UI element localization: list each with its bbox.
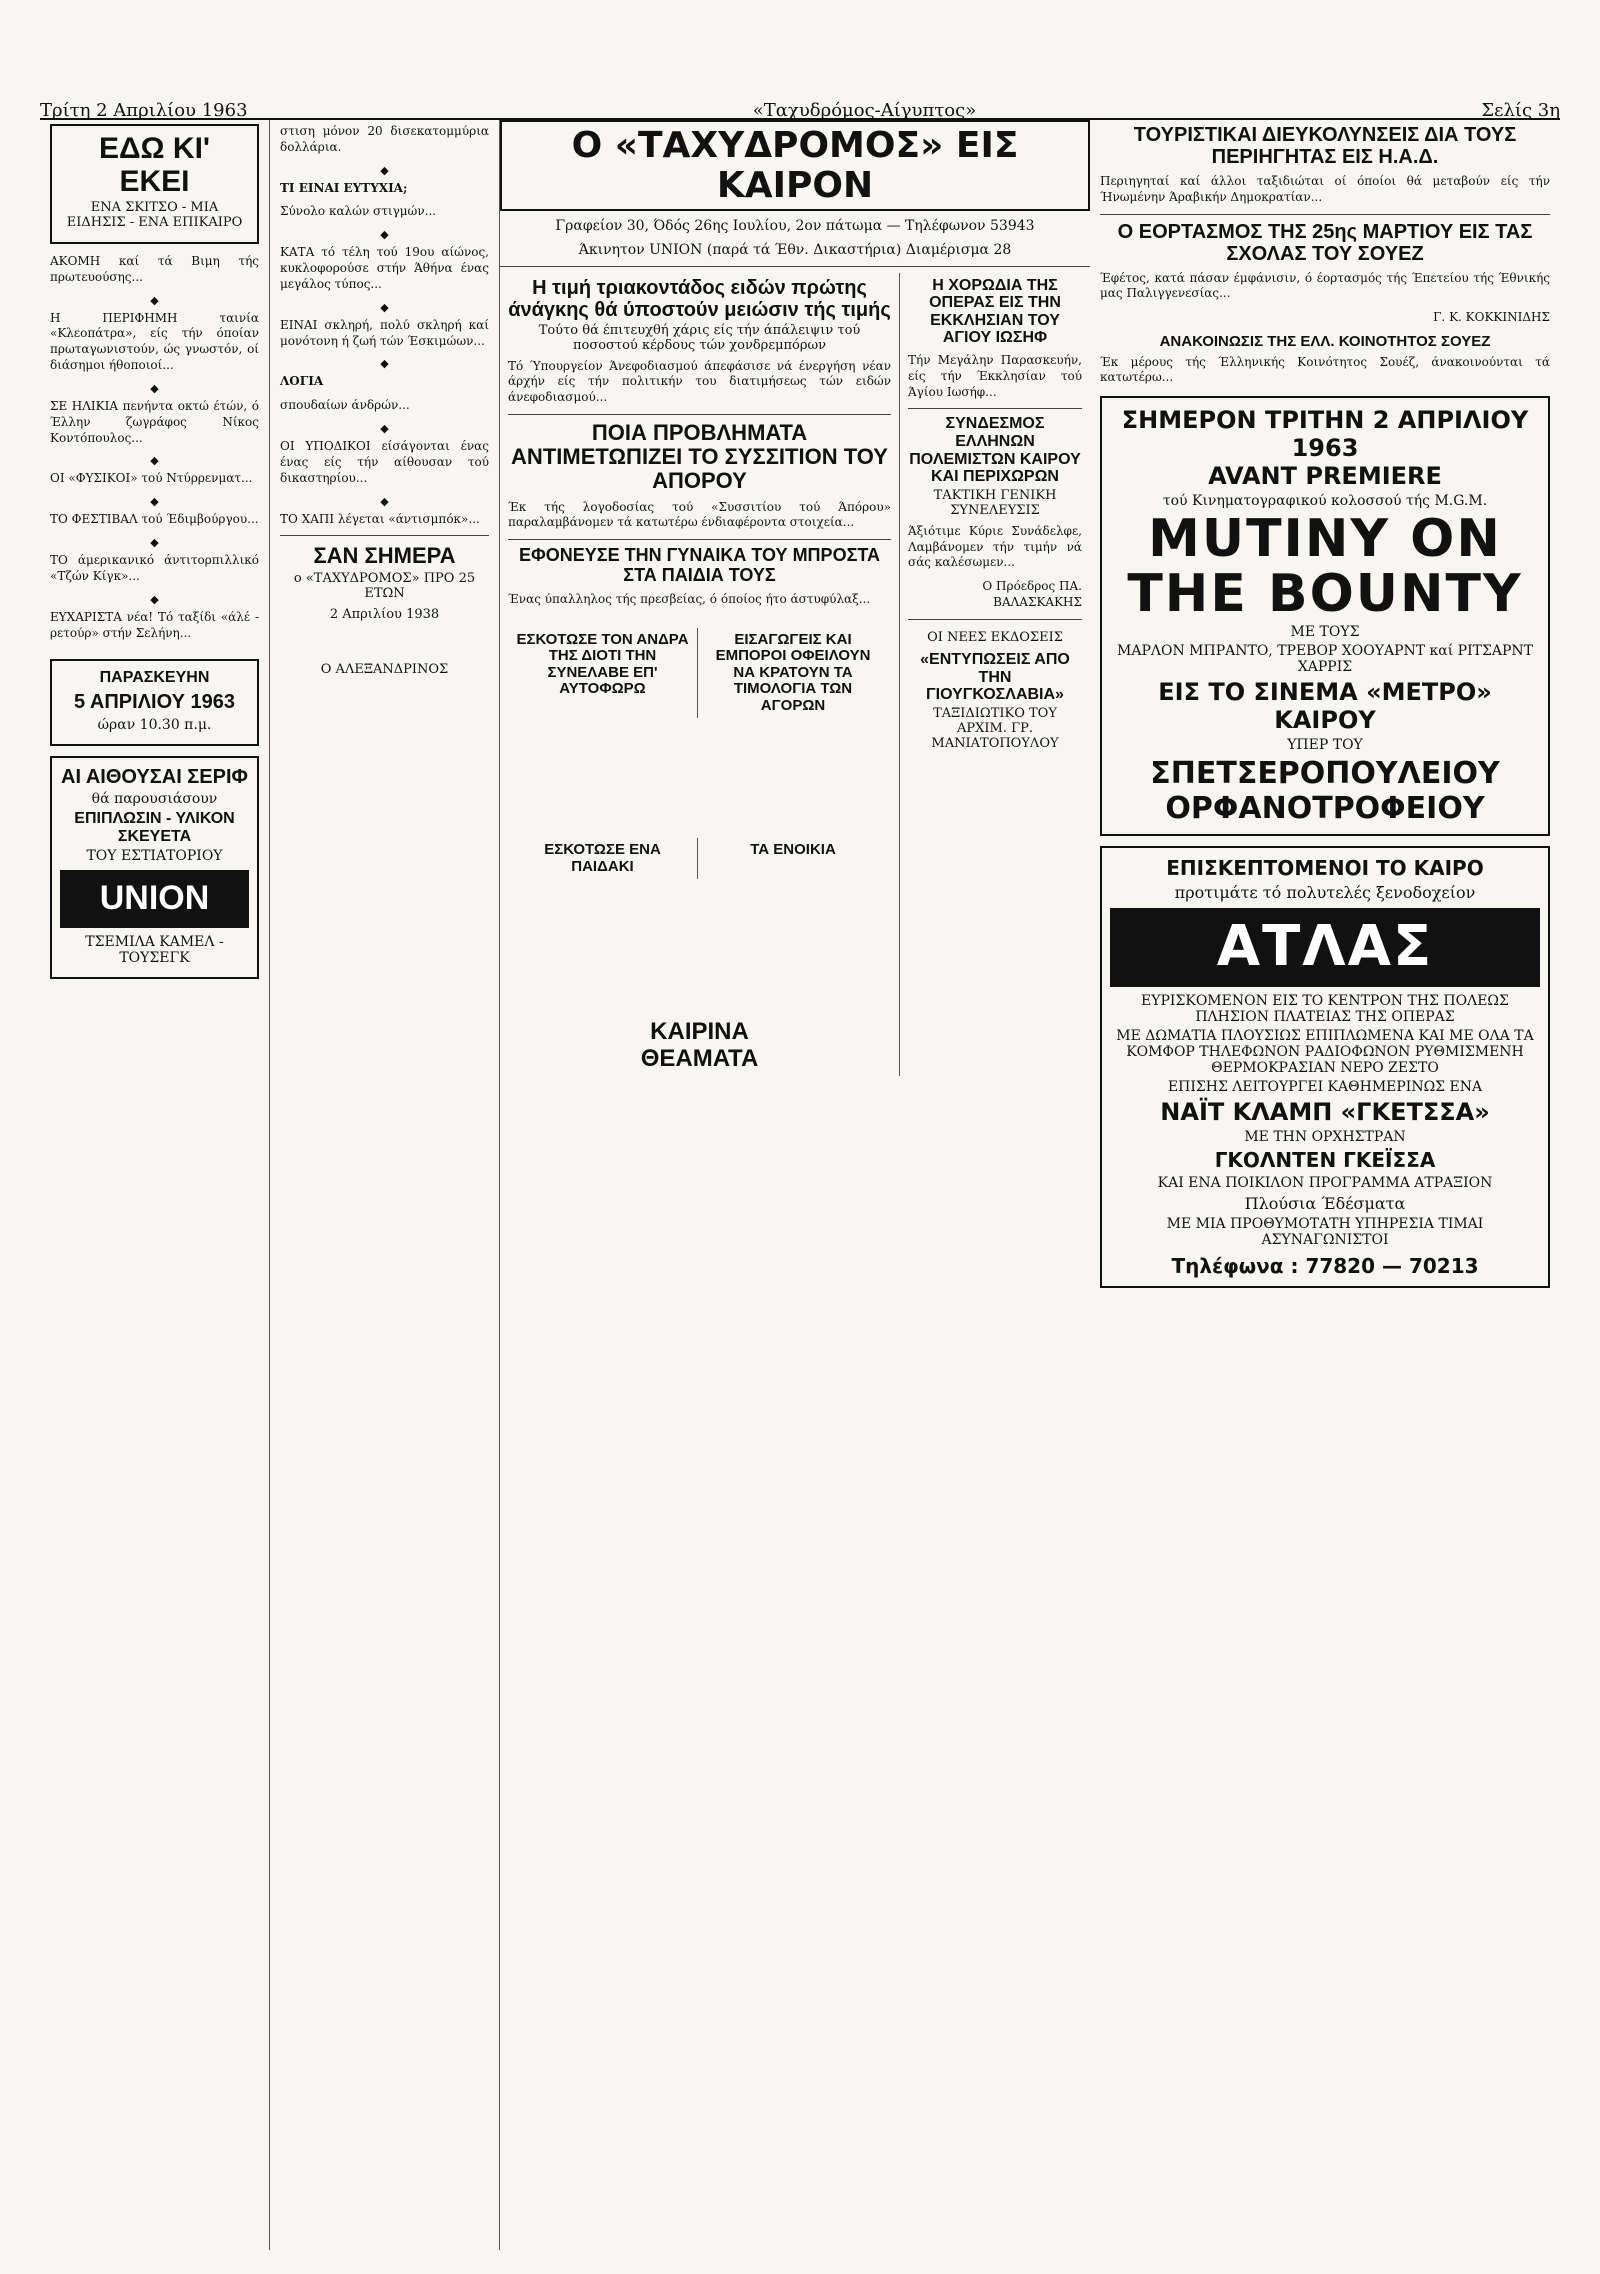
page-number: Σελίς 3η <box>1481 100 1560 121</box>
new-editions-author: ΤΑΞΙΔΙΩΤΙΚΟ ΤΟΥ ΑΡΧΙΜ. ΓΡ. ΜΑΝΙΑΤΟΠΟΥΛΟΥ <box>931 705 1059 751</box>
main-title: Ο «ΤΑΧΥΔΡΟΜΟΣ» ΕΙΣ ΚΑΙΡΟΝ <box>571 125 1019 206</box>
atlas-head-2: προτιμάτε τό πολυτελές ξενοδοχείον <box>1174 883 1476 903</box>
atlas-line-6: Πλούσια Έδέσματα <box>1244 1194 1406 1214</box>
ad-atlas <box>1100 846 1550 1288</box>
main-head-box <box>500 120 1090 211</box>
anniv-subtitle: ο «ΤΑΧΥΔΡΟΜΟΣ» ΠΡΟ 25 ΕΤΩΝ <box>293 570 476 601</box>
suez-text: Έφέτος, κατά πάσαν έμφάνισιν, ό έορτασμός τής Έπετείου τής Έθνικής μας Παλιγγενεσίας... <box>1100 270 1550 301</box>
main-bottom-row <box>508 838 891 879</box>
rents-headline: ΤΑ ΕΝΟΙΚΙΑ <box>750 841 836 859</box>
separator-icon: ◆ <box>150 495 159 509</box>
divider <box>500 266 1090 267</box>
ad-serif-line-3: ΣΚΕΥΕΤΑ <box>117 827 192 845</box>
right-main-column <box>900 273 1090 1076</box>
price-article <box>500 273 900 1076</box>
divider <box>280 535 489 536</box>
veterans-headline: ΣΥΝΔΕΣΜΟΣ ΕΛΛΗΝΩΝ ΠΟΛΕΜΙΣΤΩΝ ΚΑΙΡΟΥ ΚΑΙ ΠΕΡΙΧΩΡΩΝ <box>909 415 1081 486</box>
atlas-line-4: ΜΕ ΤΗΝ ΟΡΧΗΣΤΡΑΝ <box>1244 1129 1406 1146</box>
ad-auction-day: ΠΑΡΑΣΚΕΥΗΝ <box>99 669 210 687</box>
separator-icon: ◆ <box>380 300 389 314</box>
syssition-headline: ΠΟΙΑ ΠΡΟΒΛΗΜΑΤΑ ΑΝΤΙΜΕΤΩΠΙΖΕΙ ΤΟ ΣΥΣΣΙΤΙΟΝ ΤΟΥ ΑΠΟΡΟΥ <box>511 420 888 494</box>
ad-serif-title: ΑΙ ΑΙΘΟΥΣΑΙ ΣΕΡΙΦ <box>61 766 248 789</box>
theatres-heading <box>508 1019 891 1072</box>
edo-ki-ekei-box <box>50 124 259 244</box>
ad-serif-line-1: θά παρουσιάσουν <box>91 791 218 808</box>
tourism-text: Περιηγηταί καί άλλοι ταξιδιώται οί όποίοι θά μεταβούν είς τήν Ήνωμένην Άραβικήν Δημοκρατίαν... <box>1100 174 1550 204</box>
atlas-name: ΑΤΛΑΣ <box>1216 914 1434 980</box>
price-headline: Η τιμή τριακοντάδος ειδών πρώτης άνάγκης θά ύποστούν μειώσιν τής τιμής <box>508 276 891 321</box>
ad-serif-union-block <box>60 870 249 927</box>
ad-mutiny <box>1100 396 1550 836</box>
main-address-1: Γραφείον 30, Όδός 26ης Ιουλίου, 2ον πάτωμα — Τηλέφωνον 53943 <box>555 218 1035 235</box>
rents-article <box>698 838 888 879</box>
article-festival: ΤΟ ΦΕΣΤΙΒΑΛ τού Έδιμβούργου... <box>50 512 259 527</box>
separator-icon: ◆ <box>150 293 159 307</box>
separator-icon: ◆ <box>380 357 389 371</box>
ad-serif-footer: ΤΣΕΜΙΛΑ ΚΑΜΕΛ - ΤΟΥΣΕΓΚ <box>85 933 224 966</box>
atlas-line-7: ΜΕ ΜΙΑ ΠΡΟΘΥΜΟΤΑΤΗ ΥΠΗΡΕΣΙΑ ΤΙΜΑΙ ΑΣΥΝΑΓΩΝΙΣΤΟΙ <box>1166 1216 1484 1249</box>
mutiny-for: ΥΠΕΡ ΤΟΥ <box>1287 737 1363 754</box>
column-5 <box>1090 120 1560 2250</box>
article-fysikoi: ΟΙ «ΦΥΣΙΚΟΙ» τού Ντύρρενματ... <box>50 471 253 486</box>
separator-icon: ◆ <box>150 381 159 395</box>
anniv-title: ΣΑΝ ΣΗΜΕΡΑ <box>313 543 456 569</box>
atlas-line-1: ΕΥΡΙΣΚΟΜΕΝΟΝ ΕΙΣ ΤΟ ΚΕΝΤΡΟΝ ΤΗΣ ΠΟΛΕΩΣ ΠΛΗΣΙΟΝ ΠΛΑΤΕΙΑΣ ΤΗΣ ΟΠΕΡΑΣ <box>1141 993 1509 1026</box>
anniv-date: 2 Απριλίου 1938 <box>329 606 440 622</box>
article-destroyer: ΤΟ άμερικανικό άντιτορπιλλικό «Τζών Κίγκ»... <box>50 553 259 583</box>
ad-auction-date-text: 5 ΑΠΡΙΛΙΟΥ 1963 <box>73 691 235 714</box>
mutiny-line: τού Κινηματογραφικού κολοσσού τής M.G.M. <box>1162 493 1488 510</box>
community-text: Έκ μέρους τής Έλληνικής Κοινότητος Σουέζ, άνακοινούνται τά κατωτέρω... <box>1100 354 1550 385</box>
veterans-subhead: ΤΑΚΤΙΚΗ ΓΕΝΙΚΗ ΣΥΝΕΛΕΥΣΙΣ <box>933 487 1057 518</box>
main-lower-row <box>508 628 891 719</box>
atlas-line-5: ΚΑΙ ΕΝΑ ΠΟΙΚΙΛΟΝ ΠΡΟΓΡΑΜΜΑ ΑΤΡΑΞΙΟΝ <box>1157 1175 1493 1192</box>
community-headline: ΑΝΑΚΟΙΝΩΣΙΣ ΤΗΣ ΕΛΛ. ΚΟΙΝΟΤΗΤΟΣ ΣΟΥΕΖ <box>1159 333 1491 351</box>
veterans-text: Άξιότιμε Κύριε Συνάδελφε, Λαμβάνομεν τήν τιμήν νά σάς καλέσωμεν... <box>908 523 1082 570</box>
new-editions-label: ΟΙ ΝΕΕΣ ΕΚΔΟΣΕΙΣ <box>927 629 1063 645</box>
husband-headline: ΕΣΚΟΤΩΣΕ ΤΟΝ ΑΝΔΡΑ ΤΗΣ ΔΙΟΤΙ ΤΗΝ ΣΥΝΕΛΑΒΕ ΕΠ' ΑΥΤΟΦΩΡΩ <box>516 630 689 698</box>
article-kleopatra: Η ΠΕΡΙΦΗΜΗ ταινία «Κλεοπάτρα», είς τήν όποίαν πρωταγωνιστούν, ώς γνωστόν, οί διάσημοι ήθοποιοί... <box>50 310 259 373</box>
importers-headline: ΕΙΣΑΓΩΓΕΙΣ ΚΑΙ ΕΜΠΟΡΟΙ ΟΦΕΙΛΟΥΝ ΝΑ ΚΡΑΤΟΥΝ ΤΑ ΤΙΜΟΛΟΓΙΑ ΤΩΝ ΑΓΟΡΩΝ <box>715 630 871 714</box>
separator-icon: ◆ <box>150 536 159 550</box>
logia-heading: ΛΟΓΙΑ <box>280 374 324 389</box>
mutiny-cinema: ΕΙΣ ΤΟ ΣΙΝΕΜΑ «ΜΕΤΡΟ» <box>1158 678 1492 707</box>
separator-icon: ◆ <box>380 422 389 436</box>
article-xapi: ΤΟ ΧΑΠΙ λέγεται «άντισμπόκ»... <box>280 511 480 526</box>
divider <box>908 619 1082 620</box>
murder-text: Ένας ύπαλληλος τής πρεσβείας, ό όποίος ήτο άστυφύλαξ... <box>508 591 871 606</box>
main-address-2: Άκινητον UNION (παρά τά Έθν. Δικαστήρια) Διαμέρισμα 28 <box>578 242 1012 259</box>
mutiny-cast: ΜΑΡΛΟΝ ΜΠΡΑΝΤΟ, ΤΡΕΒΟΡ ΧΟΟΥΑΡΝΤ καί ΡΙΤΣΑΡΝΤ ΧΑΡΡΙΣ <box>1117 643 1533 676</box>
main-upper-row <box>500 273 1090 1076</box>
ad-serif-line-4: ΤΟΥ ΕΣΤΙΑΤΟΡΙΟΥ <box>86 848 223 865</box>
article-akomi: ΑΚΟΜΗ καί τά Βιμη τής πρωτευούσης... <box>50 254 259 284</box>
atlas-line-3: ΕΠΙΣΗΣ ΛΕΙΤΟΥΡΓΕΙ ΚΑΘΗΜΕΡΙΝΩΣ ΕΝΑ <box>1167 1079 1483 1096</box>
article-eskimo: ΕΙΝΑΙ σκληρή, πολύ σκληρή καί μονότονη ή ζωή τών Έσκιμώων... <box>280 317 489 348</box>
column-2 <box>270 120 500 2250</box>
atlas-phone: Τηλέφωνα : 77820 — 70213 <box>1171 1254 1479 1279</box>
article-logia: σπουδαίων άνδρών... <box>280 398 410 413</box>
article-moon: ΕΥΧΑΡΙΣΤΑ νέα! Τό ταξίδι «άλέ - ρετούρ» στήν Σελήνη... <box>50 609 259 640</box>
price-subhead: Τούτο θά έπιτευχθή χάρις είς τήν άπάλειψιν τού ποσοστού κέρδους τών χονδρεμπόρων <box>538 322 861 353</box>
mutiny-with: ΜΕ ΤΟΥΣ <box>1290 624 1360 641</box>
importers-article <box>698 628 888 719</box>
anniv-signature: Ο ΑΛΕΞΑΝΔΡΙΝΟΣ <box>320 661 449 677</box>
ad-serif-union: UNION <box>99 879 210 918</box>
separator-icon: ◆ <box>380 228 389 242</box>
ad-serif-line-2: ΕΠΙΠΛΩΣΙΝ - ΥΛΙΚΟΝ <box>74 810 235 828</box>
edo-ki-ekei-subtitle: ΕΝΑ ΣΚΙΤΣΟ - ΜΙΑ ΕΙΔΗΣΙΣ - ΕΝΑ ΕΠΙΚΑΙΡΟ <box>66 200 243 230</box>
child-headline: ΕΣΚΟΤΩΣΕ ΕΝΑ ΠΑΙΔΑΚΙ <box>544 841 661 875</box>
separator-icon: ◆ <box>380 494 389 508</box>
divider <box>508 414 891 415</box>
tourism-headline: ΤΟΥΡΙΣΤΙΚΑΙ ΔΙΕΥΚΟΛΥΝΣΕΙΣ ΔΙΑ ΤΟΥΣ ΠΕΡΙΗΓΗΤΑΣ ΕΙΣ Η.Α.Δ. <box>1133 124 1517 168</box>
article-athens: ΚΑΤΑ τό τέλη τού 19ου αίώνος, κυκλοφορούσε στήν Άθήνα ένας μεγάλος τύπος... <box>280 245 489 291</box>
divider <box>1100 214 1550 215</box>
article-dollars: στιση μόνον 20 δισεκατομμύρια δολλάρια. <box>280 124 489 154</box>
main-section <box>500 120 1090 2250</box>
murder-headline: ΕΦΟΝΕΥΣΕ ΤΗΝ ΓΥΝΑΙΚΑ ΤΟΥ ΜΠΡΟΣΤΑ ΣΤΑ ΠΑΙΔΙΑ ΤΟΥΣ <box>518 545 881 586</box>
mutiny-charity-2: ΟΡΦΑΝΟΤΡΟΦΕΙΟΥ <box>1165 791 1485 827</box>
paper-name: «Ταχυδρόμος-Αίγυπτος» <box>752 100 977 121</box>
ad-serif-auction <box>50 756 259 979</box>
column-1 <box>40 120 270 2250</box>
article-ypodikoi: ΟΙ ΥΠΟΔΙΚΟΙ είσάγονται ένας ένας είς τήν αίθουσαν τού δικαστηρίου... <box>280 439 489 485</box>
syssition-text: Έκ τής λογοδοσίας τού «Συσσιτίου τού Άπόρου» παραλαμβάνομεν τά κατωτέρω ένδιαφέροντα στοιχεία... <box>508 499 891 530</box>
veterans-signature: Ο Πρόεδρος ΠΑ. ΒΑΛΑΣΚΑΚΗΣ <box>982 579 1082 610</box>
edo-ki-ekei-title: ΕΔΩ ΚΙ' ΕΚΕΙ <box>98 132 211 198</box>
mutiny-city: ΚΑΙΡΟΥ <box>1274 706 1376 735</box>
suez-headline: Ο ΕΟΡΤΑΣΜΟΣ ΤΗΣ 25ης ΜΑΡΤΙΟΥ ΕΙΣ ΤΑΣ ΣΧΟΛΑΣ ΤΟΥ ΣΟΥΕΖ <box>1117 220 1533 265</box>
mutiny-date: ΣΗΜΕΡΟΝ ΤΡΙΤΗΝ 2 ΑΠΡΙΛΙΟΥ 1963 <box>1121 406 1529 463</box>
ad-auction-time: ώραν 10.30 π.μ. <box>97 717 212 734</box>
divider <box>908 408 1082 409</box>
husband-article <box>508 628 698 719</box>
theatres-title: ΘΕΑΜΑΤΑ <box>640 1044 759 1072</box>
eftychia-heading: ΤΙ ΕΙΝΑΙ ΕΥΤΥΧΙΑ; <box>280 180 408 195</box>
ad-auction-date <box>50 659 259 746</box>
separator-icon: ◆ <box>150 454 159 468</box>
mutiny-title-1: MUTINY ON <box>1148 509 1502 570</box>
child-article <box>508 838 698 879</box>
atlas-head-1: ΕΠΙΣΚΕΠΤΟΜΕΝΟΙ ΤΟ ΚΑΙΡΟ <box>1166 856 1484 881</box>
atlas-name-block <box>1110 908 1540 987</box>
mutiny-charity-1: ΣΠΕΤΣΕΡΟΠΟΥΛΕΙΟΥ <box>1150 756 1500 792</box>
separator-icon: ◆ <box>380 163 389 177</box>
mutiny-premiere: AVANT PREMIERE <box>1208 462 1442 491</box>
new-editions-title: «ΕΝΤΥΠΩΣΕΙΣ ΑΠΟ ΤΗΝ ΓΙΟΥΓΚΟΣΛΑΒΙΑ» <box>920 650 1070 704</box>
atlas-line-2: ΜΕ ΔΩΜΑΤΙΑ ΠΛΟΥΣΙΩΣ ΕΠΙΠΛΩΜΕΝΑ ΚΑΙ ΜΕ ΟΛΑ ΤΑ ΚΟΜΦΟΡ ΤΗΛΕΦΩΝΟΝ ΡΑΔΙΟΦΩΝΟΝ ΡΥΘΜΙΣΜΕΝΗ ΘΕΡΜΟΚΡΑΣΙΑΝ ΝΕΡΟ ΖΕΣΤΟ <box>1116 1028 1534 1077</box>
choir-text: Τήν Μεγάλην Παρασκευήν, είς τήν Έκκλησίαν τού Άγίου Ιωσήφ... <box>908 352 1082 399</box>
mutiny-title-2: THE BOUNTY <box>1127 563 1523 624</box>
atlas-band: ΓΚΟΛΝΤΕΝ ΓΚΕΪΣΣΑ <box>1214 1148 1436 1173</box>
divider <box>508 539 891 540</box>
choir-headline: Η ΧΟΡΩΔΙΑ ΤΗΣ ΟΠΕΡΑΣ ΕΙΣ ΤΗΝ ΕΚΚΛΗΣΙΑΝ ΤΟΥ ΑΓΙΟΥ ΙΩΣΗΦ <box>929 276 1061 347</box>
price-text: Τό Ύπουργείον Άνεφοδιασμού άπεφάσισε νά ένεργήση νέαν άρχήν είς τήν πολιτικήν του διατιμήσεως τών ειδών άνεφοδιασμού... <box>508 358 891 405</box>
separator-icon: ◆ <box>150 592 159 606</box>
atlas-club: ΝΑΪΤ ΚΛΑΜΠ «ΓΚΕΤΣΣΑ» <box>1160 1098 1490 1127</box>
article-kontopoulos: ΣΕ ΗΛΙΚΙΑ πενήντα οκτώ έτών, ό Έλλην ζωγράφος Νίκος Κοντόπουλος... <box>50 398 259 445</box>
issue-date: Τρίτη 2 Απριλίου 1963 <box>40 100 248 121</box>
suez-signature: Γ. Κ. ΚΟΚΚΙΝΙΔΗΣ <box>1433 310 1550 325</box>
article-eftychia: Σύνολο καλών στιγμών... <box>280 204 437 219</box>
theatres-sub: ΚΑΙΡΙΝΑ <box>650 1018 749 1046</box>
